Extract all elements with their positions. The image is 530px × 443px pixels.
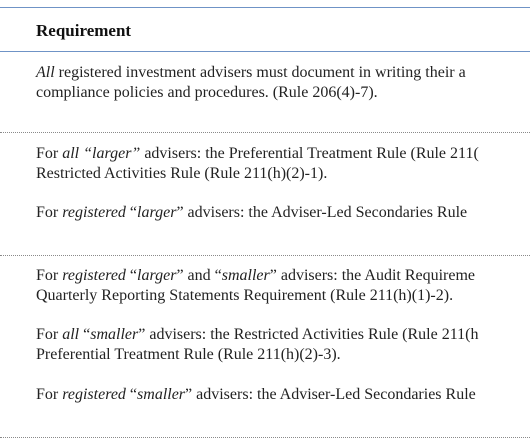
text-run: “ (125, 386, 138, 403)
row-3-paragraph-3 (36, 385, 530, 405)
paragraph-line: Restricted Activities Rule (Rule 211(h)(2)-1). (36, 165, 328, 182)
emphasis-text: registered (62, 386, 126, 403)
row-2-paragraph-1 (36, 144, 530, 184)
emphasis-text: All (36, 64, 55, 81)
paragraph-line (36, 203, 530, 223)
text-run: ” advisers: the Audit Requireme (269, 267, 476, 284)
emphasis-text: smaller (137, 386, 186, 403)
paragraph-line (36, 63, 530, 83)
text-run: “ (125, 267, 138, 284)
text-run: For (36, 386, 63, 403)
column-header-requirement: Requirement (36, 21, 132, 40)
row-divider (0, 437, 530, 438)
paragraph-line (36, 385, 530, 405)
text-run: advisers: the Preferential Treatment Rule (Rule 211( (140, 145, 479, 162)
text-run: For (36, 267, 63, 284)
row-divider (0, 255, 530, 256)
row-3-paragraph-1 (36, 266, 530, 306)
paragraph-line: Quarterly Reporting Statements Requirement (Rule 211(h)(1)-2). (36, 287, 454, 304)
emphasis-text: larger (137, 204, 177, 221)
text-run: ” advisers: the Restricted Activities Rule (Rule 211(h (138, 326, 479, 343)
emphasis-text: smaller (90, 326, 139, 343)
paragraph-line: Preferential Treatment Rule (Rule 211(h)(2)-3). (36, 346, 341, 363)
row-3-paragraph-2 (36, 325, 530, 365)
text-run: For (36, 145, 63, 162)
paragraph-line: compliance policies and procedures. (Rule 206(4)-7). (36, 84, 378, 101)
paragraph-line (36, 144, 530, 164)
emphasis-text: larger (137, 267, 177, 284)
header-bottom-rule (0, 51, 530, 52)
text-run: “ (125, 204, 138, 221)
paragraph-line (36, 325, 530, 345)
emphasis-text: registered (62, 204, 126, 221)
text-run: For (36, 204, 63, 221)
emphasis-text: all (62, 326, 80, 343)
row-divider (0, 132, 530, 133)
text-run: registered investment advisers must document in writing their a (54, 64, 466, 81)
emphasis-text: registered (62, 267, 126, 284)
table-top-rule (0, 7, 530, 8)
text-run: “ (79, 326, 91, 343)
row-2-paragraph-2 (36, 203, 530, 223)
text-run: ” advisers: the Adviser-Led Secondaries Rule (185, 386, 476, 403)
emphasis-text: smaller (221, 267, 270, 284)
text-run: ” and “ (176, 267, 222, 284)
row-1-paragraph-1 (36, 63, 530, 103)
paragraph-line (36, 266, 530, 286)
text-run: ” advisers: the Adviser-Led Secondaries Rule (176, 204, 468, 221)
emphasis-text: all “larger” (62, 145, 141, 162)
text-run: For (36, 326, 63, 343)
